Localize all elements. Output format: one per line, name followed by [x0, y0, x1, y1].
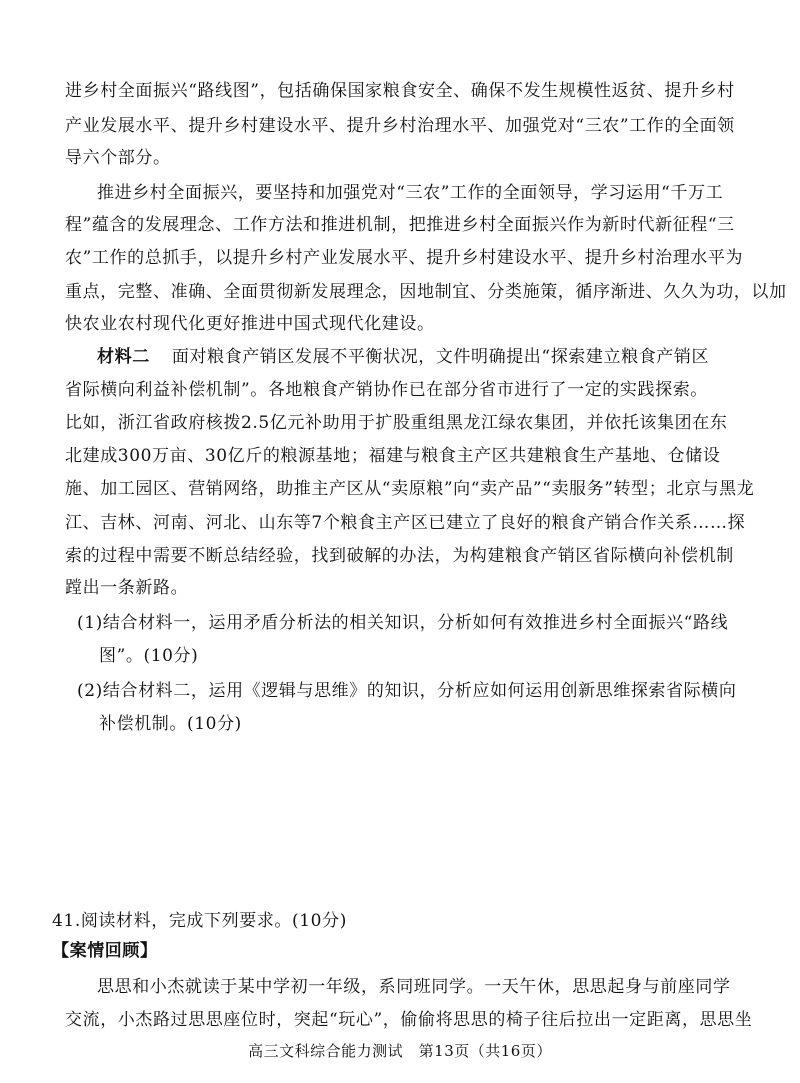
material2-line-6: 索的过程中需要不断总结经验，找到破解的办法，为构建粮食产销区省际横向补偿机制 [65, 546, 734, 566]
page-footer: 高三文科综合能力测试 第13页（共16页） [248, 1042, 552, 1060]
question-2-line-2: 补偿机制。(10分) [99, 714, 242, 734]
q41-line-2: 交流，小杰路过思思座位时，突起“玩心”，偷偷将思思的椅子往后拉出一定距离，思思坐 [65, 1010, 753, 1030]
question-1-line-1: (1)结合材料一，运用矛盾分析法的相关知识，分析如何有效推进乡村全面振兴“路线 [77, 613, 729, 633]
material1-line-1: 进乡村全面振兴“路线图”，包括确保国家粮食安全、确保不发生规模性返贫、提升乡村 [65, 81, 735, 101]
material1-para2-line-2: 程”蕴含的发展理念、工作方法和推进机制，把推进乡村全面振兴作为新时代新征程“三 [65, 215, 735, 235]
material2-line-4: 施、加工园区、营销网络，助推主产区从“卖原粮”向“卖产品”“卖服务”转型；北京与黑龙 [65, 479, 755, 499]
material1-para2-line-5: 快农业农村现代化更好推进中国式现代化建设。 [65, 314, 435, 334]
question-41-heading: 41.阅读材料，完成下列要求。(10分) [52, 911, 347, 931]
material2-line-5: 江、吉林、河南、河北、山东等7个粮食主产区已建立了良好的粮食产销合作关系……探 [65, 513, 746, 533]
case-review-heading: 【案情回顾】 [52, 941, 158, 961]
material2-first-line [97, 346, 709, 368]
question-2-line-1: (2)结合材料二，运用《逻辑与思维》的知识，分析应如何运用创新思维探索省际横向 [77, 681, 737, 701]
material1-para2-line-4: 重点，完整、准确、全面贯彻新发展理念，因地制宜、分类施策，循序渐进、久久为功，以加 [65, 282, 787, 302]
material1-line-2: 产业发展水平、提升乡村建设水平、提升乡村治理水平、加强党对“三农”工作的全面领 [65, 116, 735, 136]
question-1-line-2: 图”。(10分) [99, 646, 199, 666]
material2-line-7: 蹚出一条新路。 [65, 578, 189, 598]
material2-line-1: 省际横向利益补偿机制”。各地粮食产销协作已在部分省市进行了一定的实践探索。 [65, 380, 708, 400]
material1-line-3: 导六个部分。 [65, 148, 171, 168]
material2-label: 材料二 [97, 347, 150, 367]
material1-para2-line-1: 推进乡村全面振兴，要坚持和加强党对“三农”工作的全面领导，学习运用“千万工 [97, 183, 724, 203]
material2-first-line-text: 面对粮食产销区发展不平衡状况，文件明确提出“探索建立粮食产销区 [171, 347, 710, 367]
material2-line-3: 北建成300万亩、30亿斤的粮源基地；福建与粮食主产区共建粮食生产基地、仓储设 [65, 446, 721, 466]
q41-line-1: 思思和小杰就读于某中学初一年级，系同班同学。一天午休，思思起身与前座同学 [97, 977, 731, 997]
material2-line-2: 比如，浙江省政府核拨2.5亿元补助用于扩股重组黑龙江绿农集团，并依托该集团在东 [65, 413, 728, 433]
material1-para2-line-3: 农”工作的总抓手，以提升乡村产业发展水平、提升乡村建设水平、提升乡村治理水平为 [65, 248, 744, 268]
